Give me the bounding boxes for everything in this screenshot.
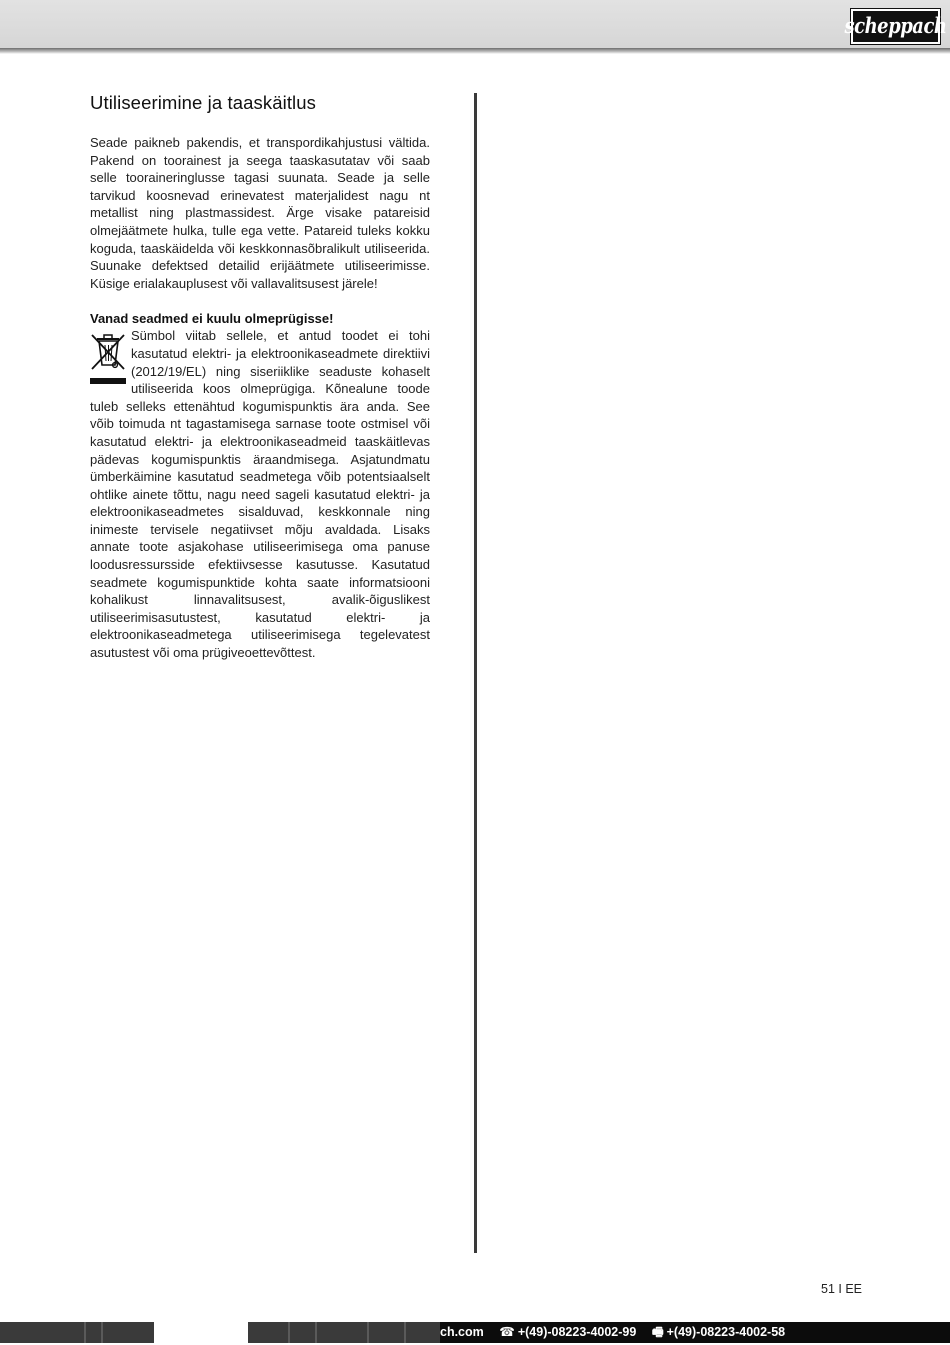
scheppach-logo [844, 9, 947, 44]
body-paragraph: Sümbol viitab sellele, et antud toodet ei tohi kasutatud elektri- ja elektroonikaseadmete direktiivi (2012/19/EL) ning siseriiklike seaduste kohaselt utiliseerida koos olmeprügiga. Kõnealune toode tuleb selleks ettenähtud kogumispunktis ära anda. See võib toimuda nt tagastamisega sarnase toote ostmisel või kasutatud elektri- ja elektroonikaseadmeid taaskäitlevas pädevas kogumispunktis äraandmisega. Asjatundmatu ümberkäimine kasutatud seadmetega võib potentsiaalselt ohtlike ainete tõttu, nagu need sageli kasutatud elektri- ja elektroonikaseadmetes sisalduvad, keskkonnale ning inimeste tervisele negatiivset mõju avaldada. Lisaks annate toote asjakohase utiliseerimisega oma panuse loodusressursside efektiivsesse kasutusse. Kasutatud seadmete kogumispunktide kohta saate informatsiooni kohalikust linnavalitsusest, avalik-õiguslikest utiliseerimisasutustest, kasutatud elektri- ja elektroonikaseadmetega utiliseerimisega tegelevatest asutustest või oma prügiveoettevõttest. [90, 328, 430, 661]
crossed-out-wheelie-bin-icon [90, 331, 126, 387]
text-column [90, 92, 430, 662]
footer-segment [404, 1322, 406, 1343]
footer-fax: +(49)-08223-4002-58 [666, 1325, 786, 1339]
footer-segment [0, 1322, 154, 1343]
logo-text: scheppach [844, 13, 947, 40]
subheading: Vanad seadmed ei kuulu olmeprügisse! [90, 311, 334, 327]
footer-segment [101, 1322, 103, 1343]
footer-segment [315, 1322, 317, 1343]
phone-icon: ☎ [499, 1325, 515, 1339]
column-divider [474, 93, 477, 1253]
intro-paragraph: Seade paikneb pakendis, et transpordikahjustusi vältida. Pakend on toorainest ja seega taaskasutatav või saab selle tooraineringlusse tagasi suunata. Seade ja selle tarvikud koosnevad erinevatest materjalidest nagu nt metallist ning plastmassidest. Ärge visake patareisid olmejäätmete hulka, tulle ega vette. Patareid tuleks kokku koguda, taaskäidelda või keskkonnasõbralikult utiliseerida. Suunake defektsed detailid erijäätmete utiliseerimisse. Küsige erialakauplusest või vallavalitsusest järele! [90, 135, 430, 291]
footer-segment [154, 1322, 248, 1343]
footer-segment [288, 1322, 290, 1343]
fax-icon: 🖷 [651, 1325, 664, 1339]
header-bar [0, 0, 950, 48]
footer-segment [84, 1322, 86, 1343]
footer-segment [367, 1322, 369, 1343]
footer-contact [440, 1322, 797, 1343]
header-shadow [0, 48, 950, 54]
section-title: Utiliseerimine ja taaskäitlus [90, 92, 317, 113]
footer-phone: +(49)-08223-4002-99 [517, 1325, 637, 1339]
footer-segment [248, 1322, 440, 1343]
footer-website[interactable]: ch.com [440, 1325, 484, 1339]
page-number: 51 I EE [821, 1282, 862, 1296]
